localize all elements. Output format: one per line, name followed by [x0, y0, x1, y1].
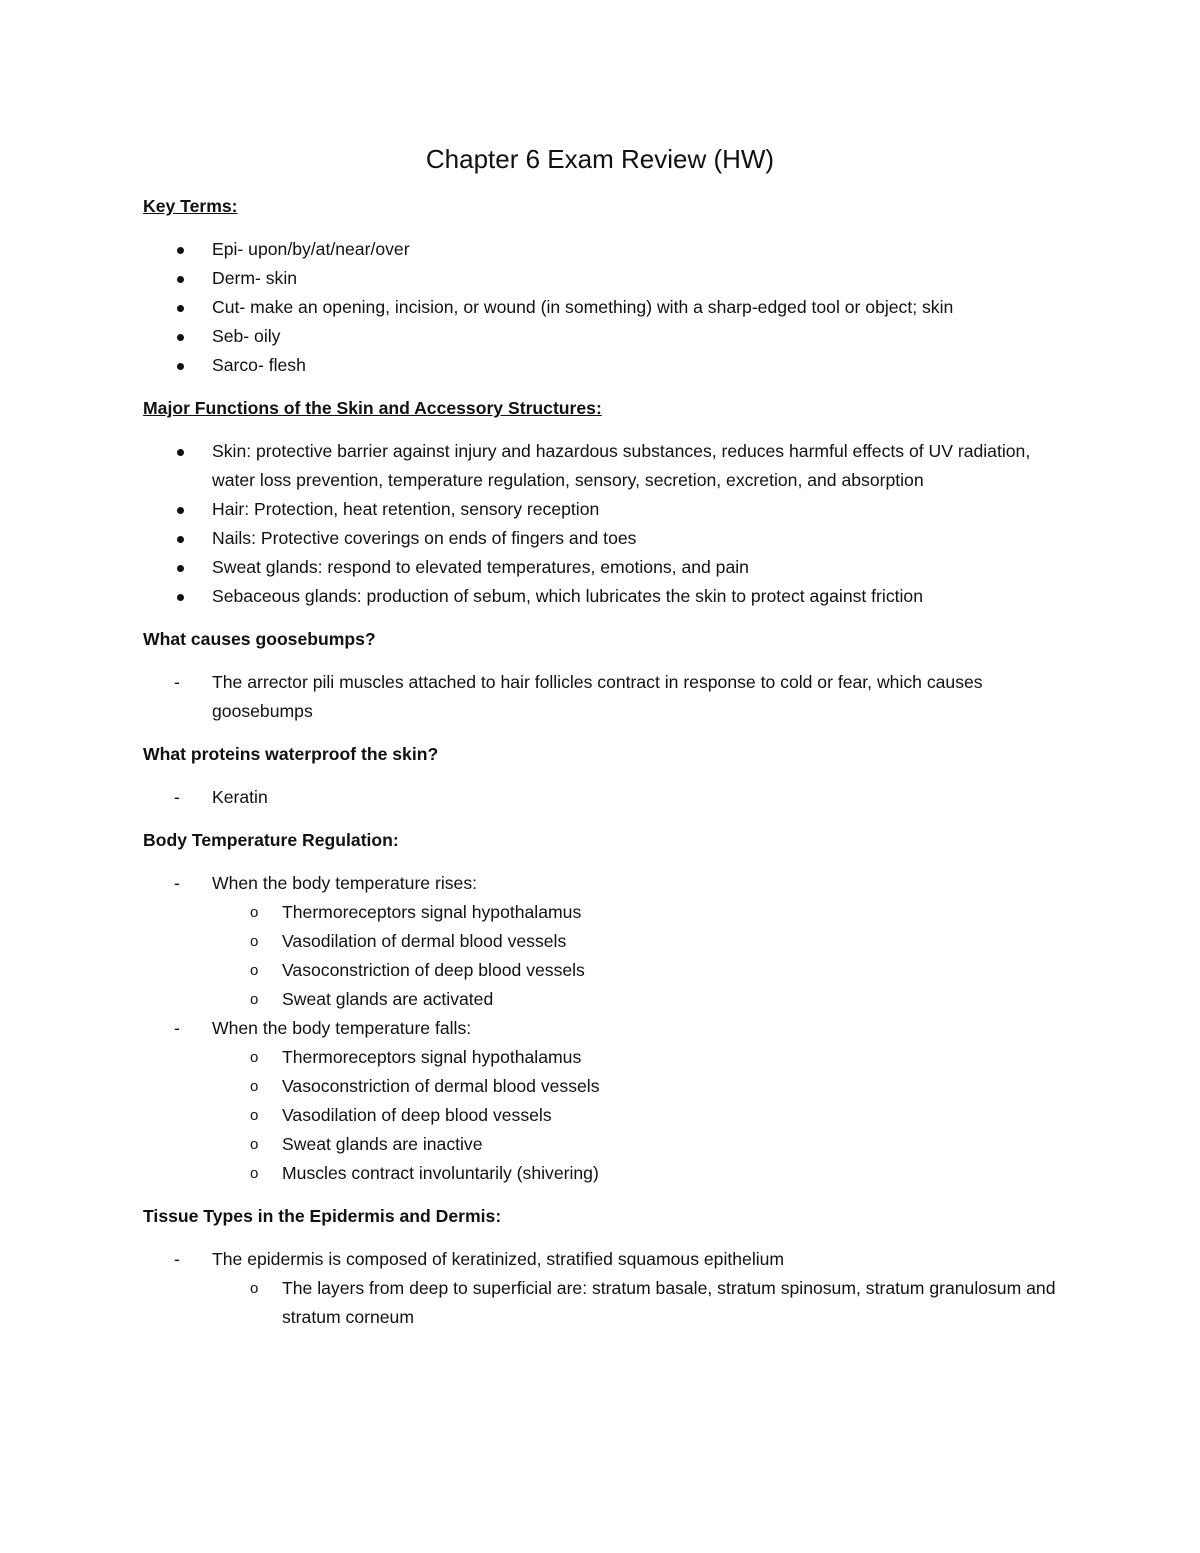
rises-sublist	[212, 898, 1063, 1014]
bullet-icon	[177, 276, 184, 283]
document-title: Chapter 6 Exam Review (HW)	[425, 144, 775, 174]
list-item: o Vasodilation of dermal blood vessels	[212, 927, 1063, 956]
sub-bullet-marker: o	[250, 1107, 259, 1124]
bullet-icon	[177, 536, 184, 543]
functions-heading: Major Functions of the Skin and Accessory Structures:	[143, 398, 602, 418]
dash-marker: -	[174, 672, 180, 692]
bullet-icon	[177, 363, 184, 370]
list-item: - The epidermis is composed of keratinized, stratified squamous epithelium o The layers from deep to superficial are: stratum basale, stratum spinosum, stratum granulosum and stratum corneum	[143, 1245, 1063, 1332]
tissue-heading: Tissue Types in the Epidermis and Dermis:	[143, 1206, 502, 1226]
list-item: Nails: Protective coverings on ends of fingers and toes	[143, 524, 1063, 553]
sub-bullet-marker: o	[250, 1136, 259, 1153]
key-terms-list	[143, 235, 1063, 380]
list-item: o Thermoreceptors signal hypothalamus	[212, 898, 1063, 927]
list-item: - The arrector pili muscles attached to hair follicles contract in response to cold or fear, which causes goosebumps	[143, 668, 1063, 726]
list-item: - Keratin	[143, 783, 1063, 812]
list-item: Sweat glands: respond to elevated temperatures, emotions, and pain	[143, 553, 1063, 582]
bullet-icon	[177, 507, 184, 514]
dash-marker: -	[174, 873, 180, 893]
sub-bullet-marker: o	[250, 904, 259, 921]
functions-list	[143, 437, 1063, 611]
falls-sublist	[212, 1043, 1063, 1188]
list-item: Sarco- flesh	[143, 351, 1063, 380]
dash-marker: -	[174, 1018, 180, 1038]
bullet-icon	[177, 334, 184, 341]
document-body	[143, 192, 1063, 1346]
list-item: Derm- skin	[143, 264, 1063, 293]
list-item: Epi- upon/by/at/near/over	[143, 235, 1063, 264]
list-item: o Vasoconstriction of deep blood vessels	[212, 956, 1063, 985]
bullet-icon	[177, 247, 184, 254]
key-terms-heading: Key Terms:	[143, 196, 238, 216]
list-item: - When the body temperature rises: o Thermoreceptors signal hypothalamus o Vasodilation of dermal blood vessels o Vasoconstriction of deep blood vessels o Sweat glands are activated	[143, 869, 1063, 1014]
list-item: o Sweat glands are activated	[212, 985, 1063, 1014]
tissue-sublist	[212, 1274, 1063, 1332]
sub-bullet-marker: o	[250, 1049, 259, 1066]
goosebumps-list	[143, 668, 1063, 726]
sub-bullet-marker: o	[250, 1280, 259, 1297]
dash-marker: -	[174, 1249, 180, 1269]
dash-marker: -	[174, 787, 180, 807]
temperature-heading: Body Temperature Regulation:	[143, 830, 399, 850]
list-item: - When the body temperature falls: o Thermoreceptors signal hypothalamus o Vasoconstriction of dermal blood vessels o Vasodilation of deep blood vessels o Sweat glands are inactive o Muscles contract involuntarily (shivering)	[143, 1014, 1063, 1188]
list-item: o Vasoconstriction of dermal blood vessels	[212, 1072, 1063, 1101]
bullet-icon	[177, 449, 184, 456]
bullet-icon	[177, 305, 184, 312]
list-item: o Sweat glands are inactive	[212, 1130, 1063, 1159]
list-item: o Vasodilation of deep blood vessels	[212, 1101, 1063, 1130]
list-item: Skin: protective barrier against injury and hazardous substances, reduces harmful effects of UV radiation, water loss prevention, temperature regulation, sensory, secretion, excretion, and absorption	[143, 437, 1063, 495]
list-item: Sebaceous glands: production of sebum, which lubricates the skin to protect against friction	[143, 582, 1063, 611]
waterproof-heading: What proteins waterproof the skin?	[143, 744, 439, 764]
list-item: Hair: Protection, heat retention, sensory reception	[143, 495, 1063, 524]
list-item: Seb- oily	[143, 322, 1063, 351]
temperature-list	[143, 869, 1063, 1188]
list-item: o Muscles contract involuntarily (shivering)	[212, 1159, 1063, 1188]
sub-bullet-marker: o	[250, 991, 259, 1008]
sub-bullet-marker: o	[250, 1078, 259, 1095]
tissue-list	[143, 1245, 1063, 1332]
waterproof-list	[143, 783, 1063, 812]
sub-bullet-marker: o	[250, 1165, 259, 1182]
bullet-icon	[177, 565, 184, 572]
goosebumps-heading: What causes goosebumps?	[143, 629, 376, 649]
bullet-icon	[177, 594, 184, 601]
list-item: Cut- make an opening, incision, or wound (in something) with a sharp-edged tool or object; skin	[143, 293, 1063, 322]
list-item: o Thermoreceptors signal hypothalamus	[212, 1043, 1063, 1072]
sub-bullet-marker: o	[250, 933, 259, 950]
sub-bullet-marker: o	[250, 962, 259, 979]
list-item: o The layers from deep to superficial are: stratum basale, stratum spinosum, stratum granulosum and stratum corneum	[212, 1274, 1063, 1332]
